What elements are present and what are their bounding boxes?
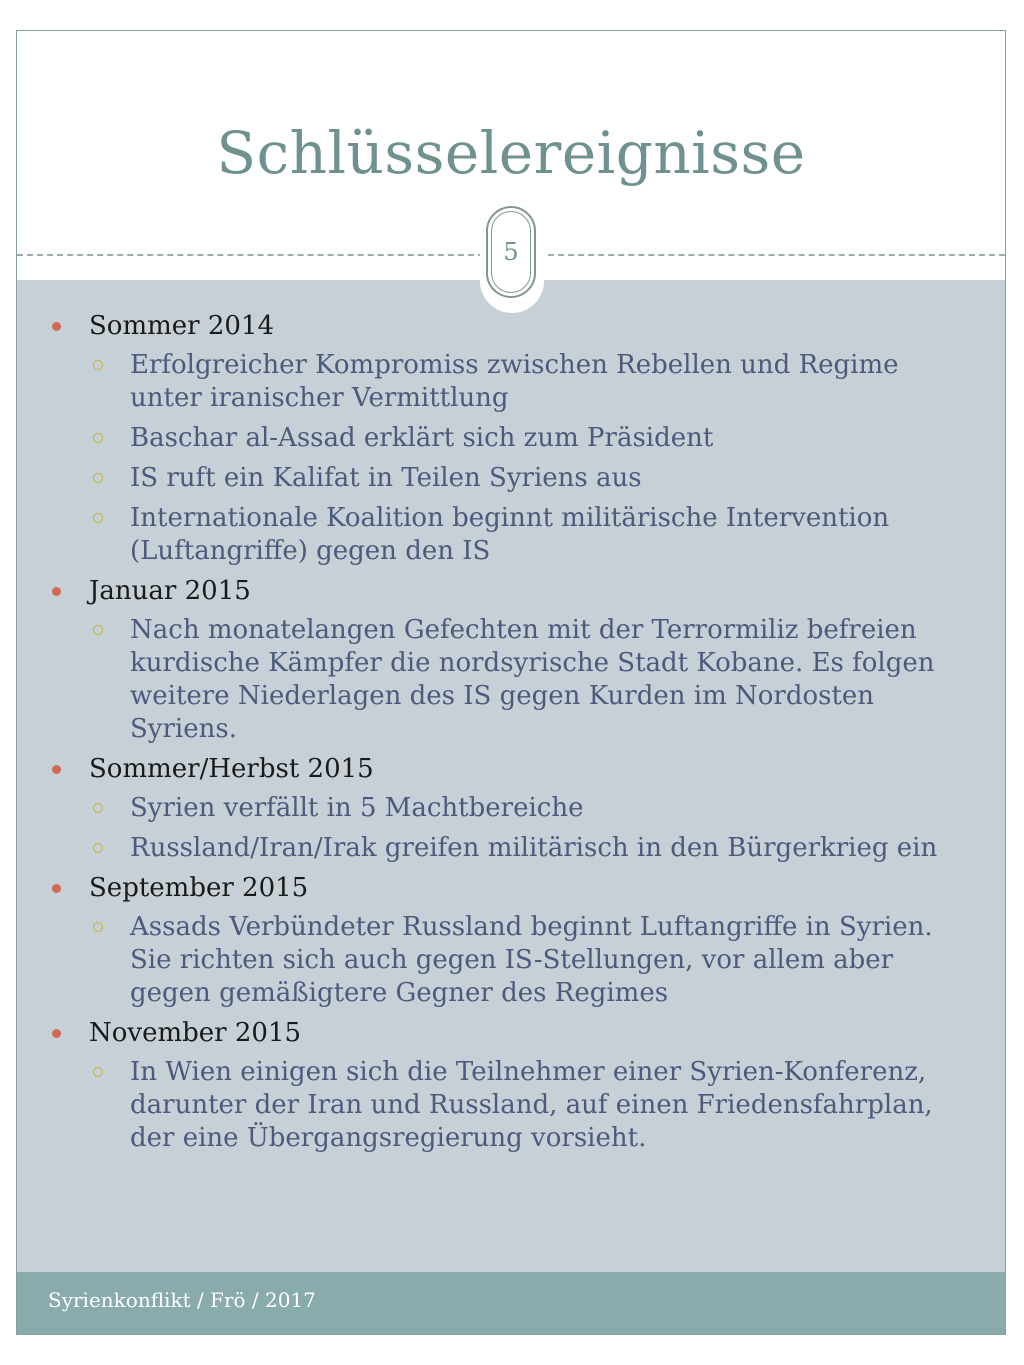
sub-item-text: Assads Verbündeter Russland beginnt Luftangriffe in Syrien. Sie richten sich auch gegen IS-Stellungen, vor allem aber gegen gemäßigtere Gegner des Regimes bbox=[130, 912, 933, 1008]
bullet-ring-icon bbox=[93, 433, 103, 443]
sub-item bbox=[17, 502, 965, 568]
sub-item-text: Erfolgreicher Kompromiss zwischen Rebellen und Regime unter iranischer Vermittlung bbox=[130, 350, 899, 413]
sub-item bbox=[17, 349, 965, 415]
footer-text: Syrienkonflikt / Frö / 2017 bbox=[48, 1288, 316, 1312]
bullet-dot-icon bbox=[52, 322, 61, 331]
sub-item-text: Nach monatelangen Gefechten mit der Terrormiliz befreien kurdische Kämpfer die nordsyrische Stadt Kobane. Es folgen weitere Niederlagen des IS gegen Kurden im Nordosten Syriens. bbox=[130, 615, 935, 744]
sub-item bbox=[17, 832, 965, 865]
section-heading-text: November 2015 bbox=[89, 1018, 302, 1048]
footer-bar bbox=[17, 1272, 1005, 1335]
section-heading-text: Januar 2015 bbox=[89, 576, 251, 606]
section-heading-text: Sommer 2014 bbox=[89, 311, 275, 341]
sub-item bbox=[17, 911, 965, 1010]
section-heading bbox=[17, 872, 975, 905]
section-heading bbox=[17, 310, 975, 343]
section-heading-text: September 2015 bbox=[89, 873, 309, 903]
slide bbox=[16, 30, 1006, 1335]
bullet-dot-icon bbox=[52, 587, 61, 596]
sub-item bbox=[17, 614, 965, 746]
bullet-ring-icon bbox=[93, 360, 103, 370]
bullet-ring-icon bbox=[93, 1067, 103, 1077]
section-heading-text: Sommer/Herbst 2015 bbox=[89, 754, 374, 784]
sub-item-text: Russland/Iran/Irak greifen militärisch in den Bürgerkrieg ein bbox=[130, 833, 938, 863]
content-area bbox=[17, 280, 1005, 1272]
section-heading bbox=[17, 1017, 975, 1050]
bullet-list bbox=[17, 310, 1005, 1162]
bullet-ring-icon bbox=[93, 922, 103, 932]
bullet-ring-icon bbox=[93, 625, 103, 635]
sub-item bbox=[17, 422, 965, 455]
sub-item bbox=[17, 462, 965, 495]
sub-item-text: In Wien einigen sich die Teilnehmer einer Syrien-Konferenz, darunter der Iran und Russland, auf einen Friedensfahrplan, der eine Übergangsregierung vorsieht. bbox=[130, 1057, 933, 1153]
sub-item-text: IS ruft ein Kalifat in Teilen Syriens aus bbox=[130, 463, 642, 493]
section-heading bbox=[17, 753, 975, 786]
section-heading bbox=[17, 575, 975, 608]
sub-item bbox=[17, 792, 965, 825]
slide-title: Schlüsselereignisse bbox=[216, 119, 806, 187]
bullet-dot-icon bbox=[52, 765, 61, 774]
page-number-badge bbox=[486, 206, 536, 298]
page-number: 5 bbox=[491, 211, 531, 293]
bullet-ring-icon bbox=[93, 473, 103, 483]
sub-item-text: Syrien verfällt in 5 Machtbereiche bbox=[130, 793, 584, 823]
sub-item bbox=[17, 1056, 965, 1155]
sub-item-text: Baschar al-Assad erklärt sich zum Präsident bbox=[130, 423, 714, 453]
bullet-dot-icon bbox=[52, 1029, 61, 1038]
sub-item-text: Internationale Koalition beginnt militärische Intervention (Luftangriffe) gegen den IS bbox=[130, 503, 890, 566]
bullet-ring-icon bbox=[93, 803, 103, 813]
bullet-dot-icon bbox=[52, 884, 61, 893]
bullet-ring-icon bbox=[93, 843, 103, 853]
bullet-ring-icon bbox=[93, 513, 103, 523]
